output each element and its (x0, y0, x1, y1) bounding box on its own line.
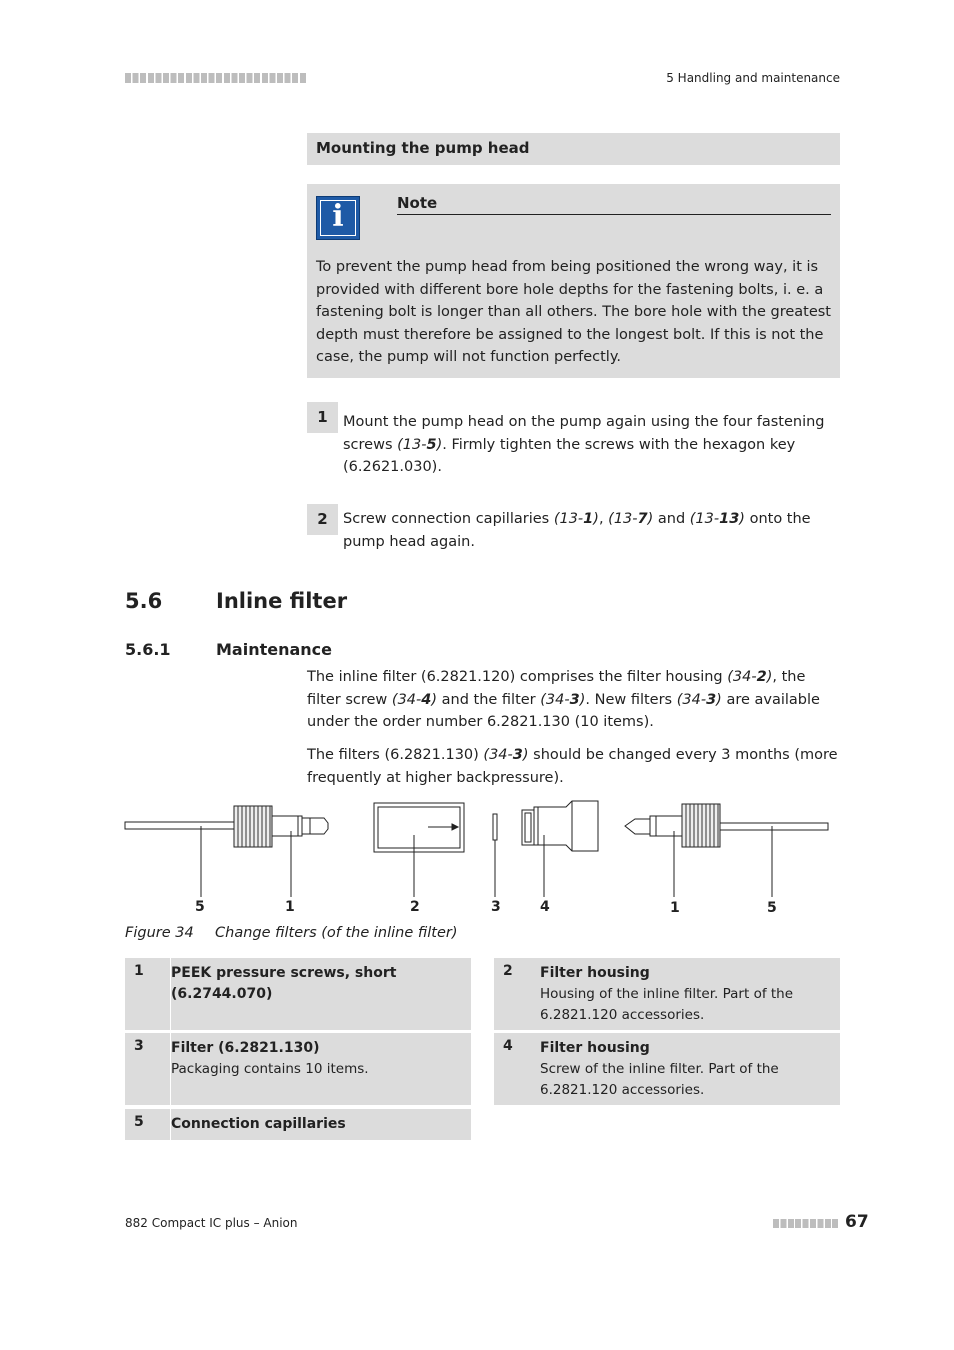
legend-item (125, 1109, 471, 1140)
figure-ref-num: 5 (426, 436, 437, 453)
legend-description: Packaging contains 10 items. (171, 1061, 369, 1077)
figure-ref: (13- (553, 511, 584, 527)
figure-ref: ) (766, 669, 773, 685)
figure-ref: (34- (727, 669, 757, 685)
figure-ref: (13- (397, 436, 427, 453)
step-text-part: , (598, 511, 609, 527)
footer-product: 882 Compact IC plus – Anion (125, 1216, 298, 1230)
figure-ref: ) (579, 691, 586, 708)
section-title-bar (307, 133, 840, 165)
figure-ref: (34- (391, 691, 422, 708)
legend-item (494, 958, 840, 1030)
legend-title: Connection capillaries (171, 1116, 346, 1132)
figure-ref: ) (431, 691, 438, 708)
figure-ref: (13- (608, 511, 638, 527)
legend-number: 2 (503, 963, 513, 979)
figure-ref: ) (647, 511, 654, 527)
legend-number: 1 (134, 963, 144, 979)
figure-ref-num: 3 (512, 747, 523, 763)
paragraph (307, 666, 840, 734)
heading-title: Maintenance (216, 640, 333, 659)
page-number: 67 (845, 1212, 869, 1232)
legend-title: PEEK pressure screws, short (6.2744.070) (171, 965, 397, 1002)
step-text-part: Screw connection capillaries (343, 511, 554, 527)
figure-label: 5 (195, 899, 205, 915)
step-text-part: . Firmly tighten the screws with the hexagon key (6.2621.030). (343, 436, 796, 475)
step-text-part: and (653, 511, 690, 527)
legend-number: 3 (134, 1038, 144, 1054)
heading-inline-filter (125, 589, 347, 613)
para-text: The inline filter (6.2821.120) comprises the filter housing (307, 669, 728, 685)
header-decoration (125, 73, 307, 83)
legend-description: Housing of the inline filter. Part of the 6.2821.120 accessories. (540, 986, 794, 1023)
note-box (307, 184, 840, 378)
figure-ref-num: 13 (719, 511, 740, 527)
legend-number: 5 (134, 1114, 144, 1130)
note-label: Note (397, 194, 831, 215)
figure-ref-num: 3 (706, 691, 717, 708)
step-text-part: Mount the pump head on the pump again using the four fastening screws (343, 414, 825, 453)
heading-title: Inline filter (216, 589, 348, 613)
para-text: . New filters (585, 691, 677, 708)
legend-title: Filter housing (540, 1040, 650, 1056)
para-text: are available under the order number 6.2821.130 (10 items). (307, 691, 820, 730)
figure-label: 1 (670, 900, 680, 916)
info-icon (316, 196, 360, 240)
section-title: Mounting the pump head (316, 139, 530, 157)
caption-label: Figure 34 (125, 925, 194, 941)
figure-ref: ) (593, 511, 599, 527)
legend-item (125, 958, 471, 1030)
figure-ref-num: 7 (637, 511, 648, 527)
heading-maintenance (125, 640, 332, 659)
header-chapter: 5 Handling and maintenance (666, 71, 840, 85)
figure-label: 2 (410, 899, 420, 915)
figure-label: 4 (540, 899, 550, 915)
inline-filter-figure (120, 795, 840, 925)
figure-ref: (34- (483, 747, 513, 763)
step-text-part: onto the pump head again. (343, 511, 811, 550)
legend-title: Filter housing (540, 965, 650, 981)
legend-item (494, 1033, 840, 1105)
para-text: and the filter (437, 691, 541, 708)
paragraph (307, 744, 840, 789)
figure-label: 3 (491, 899, 501, 915)
figure-ref: (13- (689, 511, 720, 527)
figure-ref-num: 3 (569, 691, 580, 708)
legend-number: 4 (503, 1038, 513, 1054)
capillary-right (720, 823, 828, 830)
legend-item (125, 1033, 471, 1105)
footer-decoration (773, 1219, 839, 1228)
capillary-left (125, 822, 235, 829)
step-text (343, 508, 838, 553)
legend-title: Filter (6.2821.130) (171, 1040, 320, 1056)
legend-description: Screw of the inline filter. Part of the 6.2821.120 accessories. (540, 1061, 779, 1098)
figure-label: 5 (767, 900, 777, 916)
heading-number: 5.6.1 (125, 640, 171, 659)
figure-ref: ) (436, 436, 443, 453)
note-text: To prevent the pump head from being positioned the wrong way, it is provided with different bore hole depths for the fastening bolts, i. e. a fastening bolt is longer than all others. The bore hole with the greatest depth must therefore be assigned to the longest bolt. If this is not the case, the pump will not function perfectly. (316, 259, 831, 365)
figure-ref: ) (522, 747, 529, 763)
step-text (343, 411, 838, 479)
para-text: should be changed every 3 months (more frequently at higher backpressure). (307, 747, 838, 786)
figure-ref: ) (739, 511, 745, 527)
figure-ref: (34- (676, 691, 707, 708)
figure-ref-num: 1 (583, 511, 594, 527)
figure-caption (125, 925, 458, 941)
figure-ref: (34- (540, 691, 570, 708)
step-number: 2 (307, 504, 338, 535)
figure-ref-num: 2 (756, 669, 767, 685)
step-number: 1 (307, 402, 338, 433)
figure-ref-num: 4 (421, 691, 432, 708)
figure-label: 1 (285, 899, 295, 915)
heading-number: 5.6 (125, 589, 163, 613)
caption-text: Change filters (of the inline filter) (215, 925, 458, 941)
para-text: The filters (6.2821.130) (307, 747, 484, 763)
figure-ref: ) (716, 691, 722, 708)
para-text: , the filter screw (307, 669, 806, 708)
